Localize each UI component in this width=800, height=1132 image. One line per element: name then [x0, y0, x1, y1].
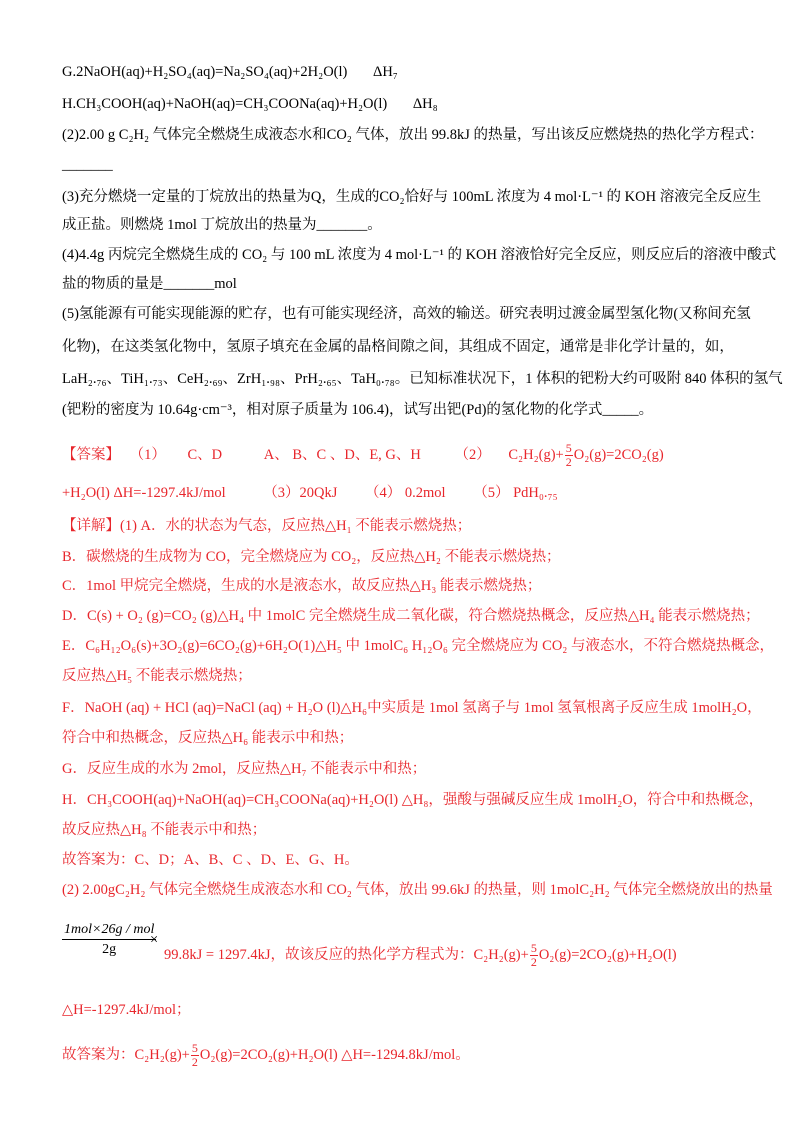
- fraction-five-halves-2: $\frac{5}{2}$: [530, 941, 537, 969]
- detail-line-4: D．C(s) + O₂ (g)=CO₂ (g)△H₄ 中 1molC 完全燃烧生成二氧化碳，符合燃烧热概念，反应热△H₄ 能表示燃烧热；: [62, 608, 760, 624]
- question-2-line-1: (2)2.00 g C₂H₂ 气体完全燃烧生成液态水和CO₂ 气体，放出 99.8kJ 的热量，写出该反应燃烧热的热化学方程式：: [62, 127, 764, 143]
- calc-times: ×: [150, 932, 159, 948]
- detail-line-1: 【详解】(1) A．水的状态为气态，反应热△H₁ 不能表示燃烧热；: [62, 518, 472, 534]
- detail-line-2: B．碳燃烧的生成物为 CO，完全燃烧应为 CO₂，反应热△H₂ 不能表示燃烧热；: [62, 549, 561, 565]
- answer-2-equation-start: C₂H₂(g)+: [508, 446, 564, 463]
- question-3-line-2: 成正盐。则燃烧 1mol 丁烷放出的热量为_______。: [62, 217, 382, 233]
- detail-line-13: (2) 2.00gC₂H₂ 气体完全燃烧生成液态水和 CO₂ 气体，放出 99.6kJ 的热量，则 1molC₂H₂ 气体完全燃烧放出的热量: [62, 882, 773, 898]
- calc-fraction-numerator: 1mol×26g / mol: [62, 922, 156, 940]
- detail-line-8: 符合中和热概念，反应热△H₆ 能表示中和热；: [62, 730, 354, 746]
- detail-line-9: G．反应生成的水为 2mol，反应热△H₇ 不能表示中和热；: [62, 761, 427, 777]
- answer-line-2: [62, 483, 558, 503]
- question-5-line-1: (5)氢能源有可能实现能源的贮存，也有可能实现经济，高效的输送。研究表明过渡金属型氢化物(又称间充氢: [62, 306, 751, 322]
- answer-3: （3）20QkJ: [263, 485, 338, 501]
- answer-1b: A、 B、C 、D、E, G、H: [263, 446, 421, 463]
- answer-line-1: [62, 442, 664, 469]
- answer-1-number: （1）: [129, 446, 166, 463]
- detail-line-3: C．1mol 甲烷完全燃烧，生成的水是液态水，故反应热△H₃ 能表示燃烧热；: [62, 578, 542, 594]
- equation-h: H.CH₃COOH(aq)+NaOH(aq)=CH₃COONa(aq)+H₂O(l): [62, 96, 388, 112]
- question-4-line-1: (4)4.4g 丙烷完全燃烧生成的 CO₂ 与 100 mL 浓度为 4 mol·L⁻¹ 的 KOH 溶液恰好完全反应，则反应后的溶液中酸式: [62, 247, 777, 263]
- answer-2-equation-end: O₂(g)=2CO₂(g): [573, 446, 664, 463]
- question-4-line-2: 盐的物质的量是_______mol: [62, 276, 237, 292]
- question-g-line: [62, 62, 398, 82]
- detail-line-10: H．CH₃COOH(aq)+NaOH(aq)=CH₃COONa(aq)+H₂O(l) △H₈，强酸与强碱反应生成 1molH₂O，符合中和热概念，: [62, 792, 764, 808]
- dh-line: △H=-1297.4kJ/mol；: [62, 1002, 191, 1018]
- answer-2-number: （2）: [454, 446, 491, 463]
- detail-line-6: 反应热△H₅ 不能表示燃烧热；: [62, 668, 252, 684]
- detail-line-11: 故反应热△H₈ 不能表示中和热；: [62, 822, 267, 838]
- detail-line-5: E．C₆H₁₂O₆(s)+3O₂(g)=6CO₂(g)+6H₂O(1)△H₅ 中 1molC₆ H₁₂O₆ 完全燃烧应为 CO₂ 与液态水，不符合燃烧热概念，: [62, 638, 774, 654]
- equation-g: G.2NaOH(aq)+H₂SO₄(aq)=Na₂SO₄(aq)+2H₂O(l): [62, 64, 348, 80]
- calc-line: 99.8kJ = 1297.4kJ，故该反应的热化学方程式为：C₂H₂(g)+ $\frac{5}{2}$ O₂(g)=2CO₂(g)+H₂O(l): [164, 941, 677, 969]
- question-5-line-2: 化物)，在这类氢化物中，氢原子填充在金属的晶格间隙之间，其组成不固定，通常是非化学计量的，如，: [62, 339, 734, 355]
- answer-2-enthalpy: +H₂O(l) ΔH=-1297.4kJ/mol: [62, 485, 226, 501]
- final-answer-line: 故答案为：C₂H₂(g)+ $\frac{5}{2}$ O₂(g)=2CO₂(g)+H₂O(l) △H=-1294.8kJ/mol。: [62, 1041, 470, 1069]
- enthalpy-h: ΔH₈: [412, 96, 438, 112]
- answer-4: （4） 0.2mol: [365, 485, 446, 501]
- fraction-five-halves-3: $\frac{5}{2}$: [191, 1041, 198, 1069]
- question-3-line-1: (3)充分燃烧一定量的丁烷放出的热量为Q，生成的CO₂恰好与 100mL 浓度为 4 mol·L⁻¹ 的 KOH 溶液完全反应生: [62, 189, 762, 205]
- detail-tag: 【详解】: [62, 518, 120, 534]
- calc-fraction: [62, 922, 159, 958]
- detail-line-12: 故答案为：C、D；A、B、C 、D、E、G、H。: [62, 852, 359, 868]
- calc-fraction-denominator: 2g: [102, 942, 117, 957]
- fraction-five-halves: $\frac{5}{2}$: [565, 441, 572, 469]
- question-2-blank: _______: [62, 157, 113, 173]
- enthalpy-g: ΔH₇: [373, 64, 398, 80]
- question-5-line-4: (钯粉的密度为 10.64g·cm⁻³，相对原子质量为 106.4)，试写出钯(Pd)的氢化物的化学式_____。: [62, 402, 654, 418]
- question-5-line-3: LaH₂.₇₆、TiH₁.₇₃、CeH₂.₆₉、ZrH₁.₉₈、PrH₂.₆₅、TaH₀.₇₈。已知标准状况下，1 体积的钯粉大约可吸附 840 体积的氢气: [62, 371, 783, 387]
- answer-5: （5） PdH₀.₇₅: [473, 485, 558, 501]
- answer-tag: 【答案】: [62, 446, 120, 463]
- answer-1a: C、D: [187, 446, 223, 463]
- detail-line-7: F．NaOH (aq) + HCl (aq)=NaCl (aq) + H₂O (l)△H₆中实质是 1mol 氢离子与 1mol 氢氧根离子反应生成 1molH₂O，: [62, 700, 762, 716]
- question-h-line: [62, 94, 438, 114]
